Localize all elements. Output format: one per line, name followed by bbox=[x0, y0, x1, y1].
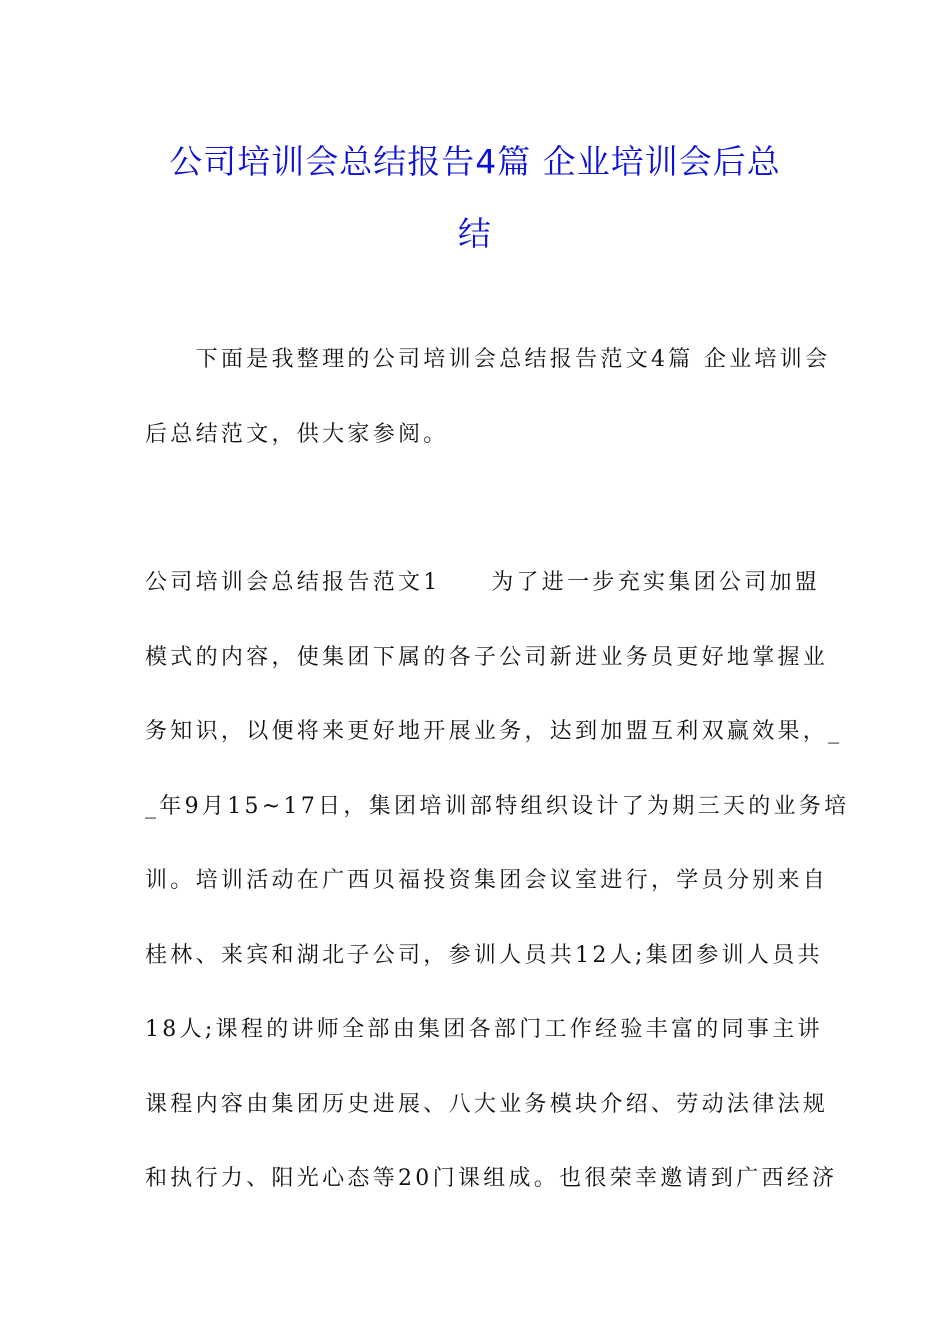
body-line-6: 桂林、来宾和湖北子公司，参训人员共12人;集团参训人员共 bbox=[145, 943, 823, 968]
body-line-9: 和执行力、阳光心态等20门课组成。也很荣幸邀请到广西经济 bbox=[145, 1166, 838, 1191]
body-line-1: 公司培训会总结报告范文1 为了进一步充实集团公司加盟 bbox=[145, 570, 821, 595]
body-line-3: 务知识，以便将来更好地开展业务，达到加盟互利双赢效果，_ bbox=[145, 719, 843, 744]
body-line-8: 课程内容由集团历史进展、八大业务模块介绍、劳动法律法规 bbox=[145, 1092, 829, 1117]
document-title-line-2: 结 bbox=[458, 214, 492, 253]
intro-line-2: 后总结范文，供大家参阅。 bbox=[145, 422, 449, 447]
document-title-line-1: 公司培训会总结报告4篇 企业培训会后总 bbox=[169, 142, 781, 181]
body-line-5: 训。培训活动在广西贝福投资集团会议室进行，学员分别来自 bbox=[145, 868, 829, 893]
intro-line-1: 下面是我整理的公司培训会总结报告范文4篇 企业培训会 bbox=[145, 347, 831, 372]
body-line-4: _年9月15~17日，集团培训部特组织设计了为期三天的业务培 bbox=[145, 794, 850, 819]
body-line-2: 模式的内容，使集团下属的各子公司新进业务员更好地掌握业 bbox=[145, 645, 829, 670]
body-line-7: 18人;课程的讲师全部由集团各部门工作经验丰富的同事主讲 bbox=[145, 1017, 823, 1042]
